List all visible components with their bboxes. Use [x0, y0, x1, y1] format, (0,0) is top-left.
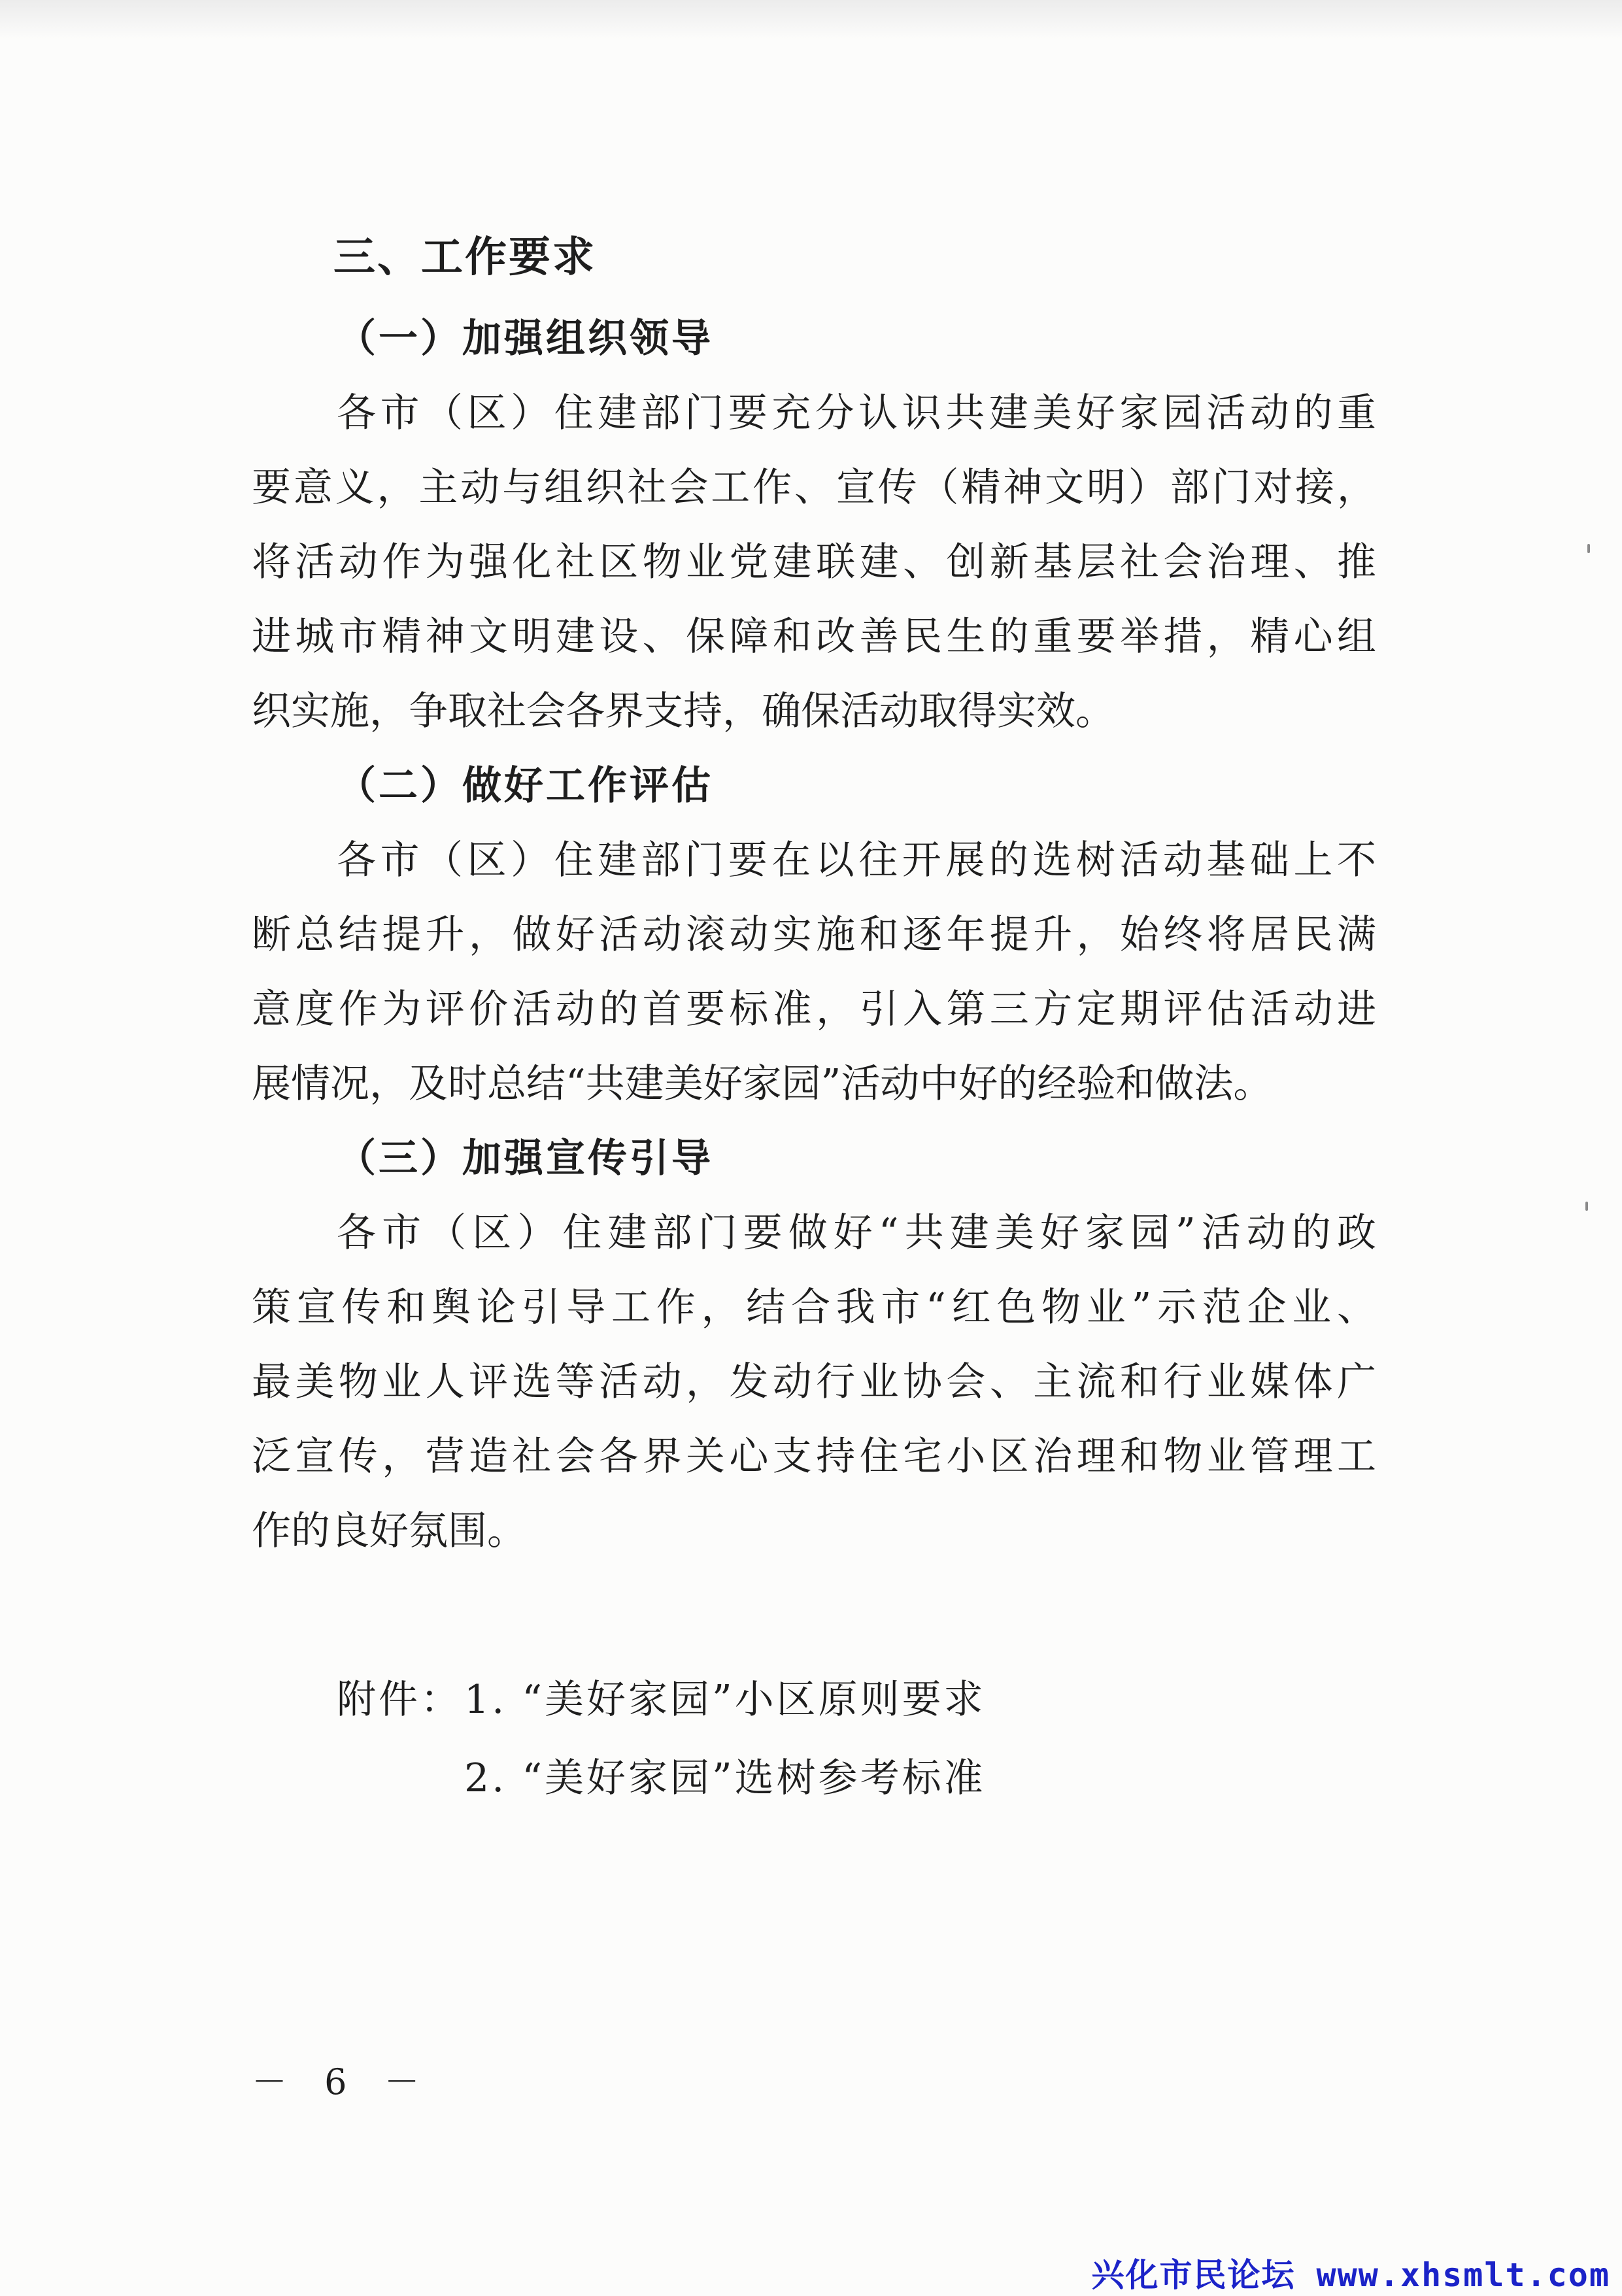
paragraph-line: 最美物业人评选等活动，发动行业协会、主流和行业媒体广: [252, 1359, 1376, 1405]
paragraph-line: 织实施，争取社会各界支持，确保活动取得实效。: [252, 688, 1115, 734]
subsection-title-3: （三）加强宣传引导: [337, 1136, 713, 1181]
subsection-title-2: （二）做好工作评估: [337, 763, 713, 809]
paragraph-line: 各市（区）住建部门要充分认识共建美好家园活动的重: [337, 390, 1376, 436]
section-heading: 三、工作要求: [333, 233, 596, 282]
attachment-item-1: 1. “美好家园”小区原则要求: [464, 1677, 986, 1723]
paragraph-line: 要意义，主动与组织社会工作、宣传（精神文明）部门对接，: [252, 465, 1376, 511]
paragraph-line: 策宣传和舆论引导工作，结合我市“红色物业”示范企业、: [252, 1285, 1376, 1330]
subsection-title-1: （一）加强组织领导: [337, 316, 713, 362]
paragraph-line: 断总结提升，做好活动滚动实施和逐年提升，始终将居民满: [252, 912, 1376, 958]
forum-watermark: 兴化市民论坛 www.xhsmlt.com: [1091, 2256, 1610, 2294]
paragraph-line: 各市（区）住建部门要在以往开展的选树活动基础上不: [337, 837, 1376, 883]
attachments-label: 附件：: [337, 1677, 462, 1723]
paragraph-line: 进城市精神文明建设、保障和改善民生的重要举措，精心组: [252, 614, 1376, 660]
paragraph-line: 泛宣传，营造社会各界关心支持住宅小区治理和物业管理工: [252, 1434, 1376, 1479]
scan-speck: [1587, 544, 1590, 553]
page-number: － 6 －: [252, 2061, 433, 2102]
paragraph-line: 展情况，及时总结“共建美好家园”活动中好的经验和做法。: [252, 1061, 1273, 1107]
paragraph-line: 作的良好氛围。: [252, 1508, 526, 1554]
paragraph-line: 意度作为评价活动的首要标准，引入第三方定期评估活动进: [252, 987, 1376, 1032]
paragraph-line: 各市（区）住建部门要做好“共建美好家园”活动的政: [337, 1210, 1376, 1256]
paragraph-line: 将活动作为强化社区物业党建联建、创新基层社会治理、推: [252, 539, 1376, 585]
attachment-item-2: 2. “美好家园”选树参考标准: [464, 1755, 986, 1801]
scan-speck: [1585, 1202, 1588, 1211]
